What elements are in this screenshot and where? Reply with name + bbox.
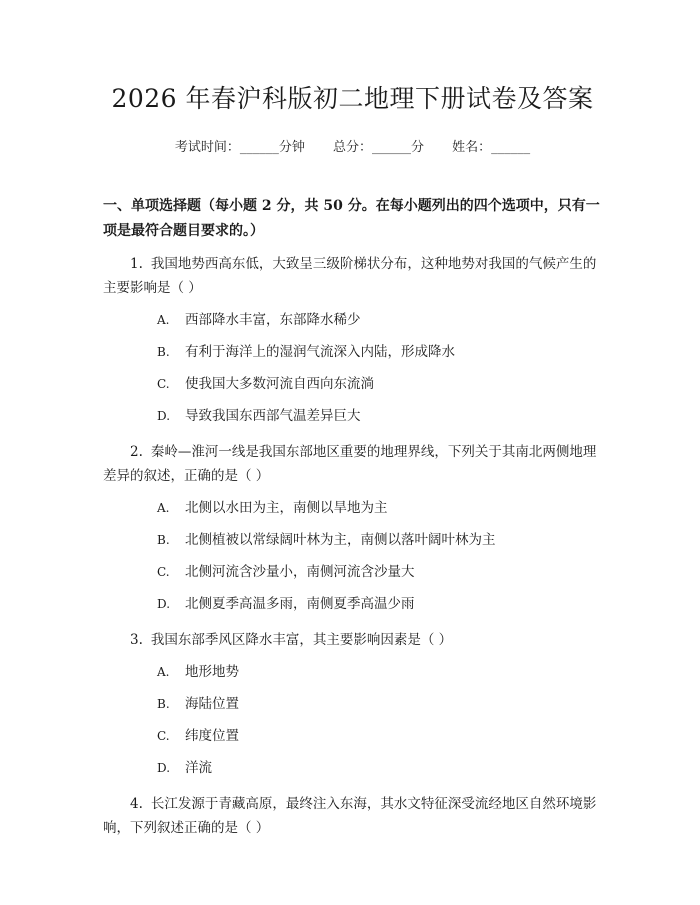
option-b (103, 336, 602, 368)
option-b (103, 524, 602, 556)
option-a (103, 304, 602, 336)
option-text: 洋流 (185, 760, 212, 776)
question-4 (103, 792, 602, 840)
option-a (103, 656, 602, 688)
option-c (103, 368, 602, 400)
option-letter: B. (157, 533, 170, 547)
option-text: 海陆位置 (185, 696, 239, 712)
option-text: 导致我国东西部气温差异巨大 (185, 408, 361, 424)
option-text: 北侧植被以常绿阔叶林为主，南侧以落叶阔叶林为主 (185, 532, 496, 548)
option-letter: C. (157, 729, 170, 743)
question-text: 我国东部季风区降水丰富，其主要影响因素是（ ） (150, 632, 453, 648)
question-1 (103, 252, 602, 432)
option-letter: B. (157, 697, 170, 711)
option-letter: C. (157, 565, 170, 579)
total-score-field: 总分：______分 (332, 140, 424, 155)
question-stem (103, 628, 602, 652)
option-letter: D. (157, 409, 171, 423)
option-text: 北侧以水田为主，南侧以旱地为主 (185, 500, 388, 516)
question-number: 3. (130, 632, 143, 648)
question-3 (103, 628, 602, 784)
option-letter: C. (157, 377, 170, 391)
option-letter: A. (157, 501, 170, 515)
question-text: 长江发源于青藏高原，最终注入东海，其水文特征深受流经地区自然环境影响，下列叙述正确的是（ ） (103, 796, 597, 836)
option-text: 北侧夏季高温多雨，南侧夏季高温少雨 (185, 596, 415, 612)
question-number: 4. (130, 796, 143, 812)
exam-time-field: 考试时间：______分钟 (174, 140, 305, 155)
option-list (103, 656, 602, 784)
option-c (103, 556, 602, 588)
question-stem (103, 440, 602, 488)
section-heading: 一、单项选择题（每小题 2 分，共 50 分。在每小题列出的四个选项中，只有一项是最符合题目要求的。） (103, 198, 600, 239)
page-title: 2026 年春沪科版初二地理下册试卷及答案 (111, 84, 594, 113)
option-letter: B. (157, 345, 170, 359)
exam-info (103, 138, 602, 158)
option-text: 地形地势 (185, 664, 239, 680)
question-stem (103, 792, 602, 840)
option-text: 北侧河流含沙量小，南侧河流含沙量大 (185, 564, 415, 580)
question-text: 我国地势西高东低，大致呈三级阶梯状分布，这种地势对我国的气候产生的主要影响是（ ） (103, 256, 597, 296)
option-letter: A. (157, 665, 170, 679)
option-letter: D. (157, 597, 171, 611)
option-text: 纬度位置 (185, 728, 239, 744)
option-d (103, 400, 602, 432)
student-name-field: 姓名：______ (452, 140, 531, 155)
question-number: 1. (130, 256, 143, 272)
option-text: 西部降水丰富，东部降水稀少 (185, 312, 361, 328)
question-number: 2. (130, 444, 143, 460)
option-text: 有利于海洋上的湿润气流深入内陆，形成降水 (185, 344, 455, 360)
question-stem (103, 252, 602, 300)
question-text: 秦岭—淮河一线是我国东部地区重要的地理界线，下列关于其南北两侧地理差异的叙述，正确的是（ ） (103, 444, 597, 484)
option-d (103, 752, 602, 784)
option-list (103, 492, 602, 620)
option-letter: D. (157, 761, 171, 775)
option-list (103, 304, 602, 432)
option-a (103, 492, 602, 524)
option-c (103, 720, 602, 752)
question-2 (103, 440, 602, 620)
option-text: 使我国大多数河流自西向东流淌 (185, 376, 374, 392)
option-d (103, 588, 602, 620)
option-b (103, 688, 602, 720)
option-letter: A. (157, 313, 170, 327)
